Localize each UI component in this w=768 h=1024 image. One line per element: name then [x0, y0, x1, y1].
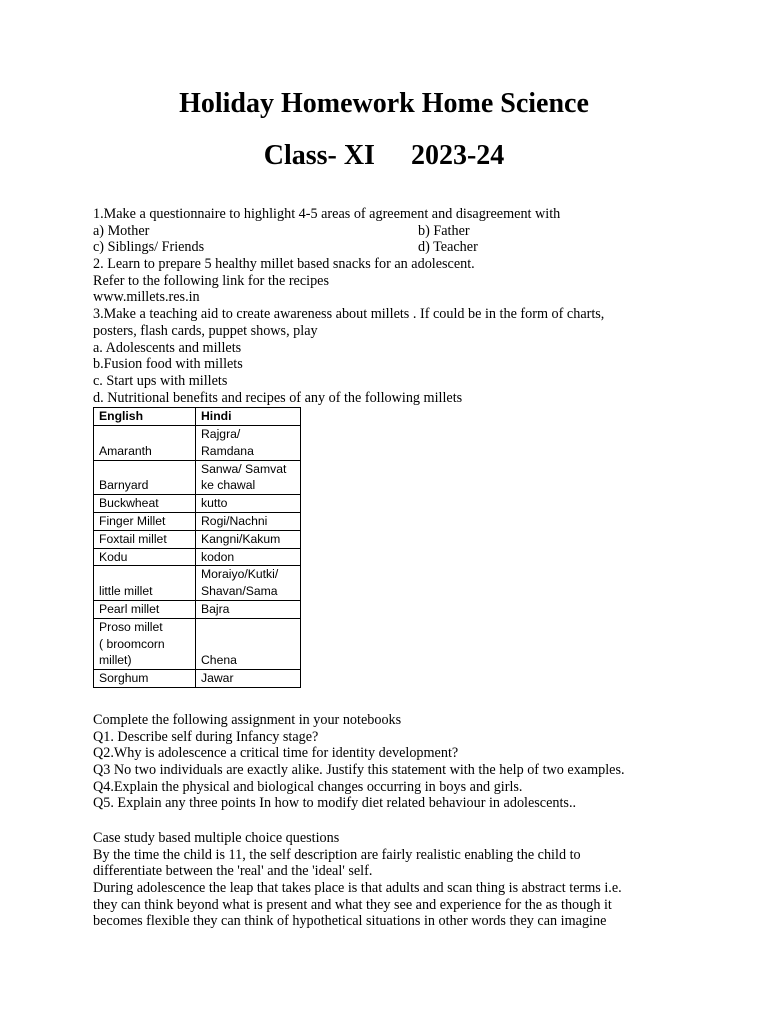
cell-hindi [196, 548, 301, 566]
cell-english [94, 670, 196, 688]
table-row [94, 530, 301, 548]
case-study-line-2: differentiate between the 'real' and the 'ideal' self. [93, 863, 373, 880]
cell-english-line: little millet [99, 584, 153, 599]
cell-english-line: millet) [99, 653, 132, 668]
assignment-q2: Q2.Why is adolescence a critical time for identity development? [93, 745, 459, 762]
cell-english-line: Pearl millet [99, 601, 160, 616]
table-row [94, 600, 301, 618]
cell-hindi [196, 530, 301, 548]
cell-hindi-line: Chena [201, 653, 237, 668]
cell-hindi-line: Shavan/Sama [201, 584, 278, 599]
cell-english [94, 495, 196, 513]
question-3-line-2: posters, flash cards, puppet shows, play [93, 322, 318, 339]
options-row-2 [93, 239, 693, 256]
case-study-line-4: they can think beyond what is present and what they see and experience for the as though it [93, 896, 612, 913]
cell-hindi-line: Jawar [201, 671, 234, 686]
option-c: c) Siblings/ Friends [93, 239, 205, 256]
cell-english-line: Finger Millet [99, 513, 166, 528]
page-title: Holiday Homework Home Science [179, 88, 589, 119]
table-body [94, 426, 301, 688]
table-row [94, 495, 301, 513]
cell-hindi-line: Rogi/Nachni [201, 513, 268, 528]
cell-english-line: ( broomcorn [99, 636, 165, 651]
case-study-line-5: becomes flexible they can think of hypothetical situations in other words they can imagine [93, 913, 607, 930]
table-row [94, 618, 301, 669]
question-2: 2. Learn to prepare 5 healthy millet based snacks for an adolescent. [93, 256, 475, 273]
cell-english-line: Kodu [99, 549, 128, 564]
cell-hindi-line: ke chawal [201, 478, 256, 493]
header-hindi: Hindi [196, 408, 301, 426]
recipes-link[interactable]: www.millets.res.in [93, 289, 200, 306]
cell-hindi [196, 618, 301, 669]
item-d: d. Nutritional benefits and recipes of any of the following millets [93, 389, 463, 406]
option-d: d) Teacher [418, 239, 478, 256]
session-label: 2023-24 [410, 140, 505, 171]
cell-hindi-line: Sanwa/ Samvat [201, 461, 287, 476]
assignment-q3: Q3 No two individuals are exactly alike. Justify this statement with the help of two examples. [93, 762, 625, 779]
cell-hindi-line: Moraiyo/Kutki/ [201, 567, 279, 582]
case-study-line-3: During adolescence the leap that takes place is that adults and scan thing is abstract terms i.e. [93, 880, 622, 897]
cell-hindi-line: kutto [201, 496, 228, 511]
table-row [94, 426, 301, 461]
question-1: 1.Make a questionnaire to highlight 4-5 areas of agreement and disagreement with [93, 206, 561, 222]
item-c: c. Start ups with millets [93, 372, 228, 389]
table-row [94, 512, 301, 530]
cell-english [94, 600, 196, 618]
assignment-section [93, 712, 693, 812]
millets-table [93, 407, 301, 688]
cell-english [94, 618, 196, 669]
table-header-row [94, 408, 301, 426]
cell-hindi [196, 495, 301, 513]
cell-english-line: Foxtail millet [99, 531, 167, 546]
item-b: b.Fusion food with millets [93, 356, 243, 373]
option-b: b) Father [418, 222, 470, 239]
cell-english [94, 512, 196, 530]
cell-english [94, 460, 196, 495]
cell-hindi-line: Bajra [201, 601, 230, 616]
assignment-q4: Q4.Explain the physical and biological changes occurring in boys and girls. [93, 778, 523, 795]
cell-english-line: Sorghum [99, 671, 149, 686]
cell-hindi-line: Ramdana [201, 443, 254, 458]
cell-hindi [196, 460, 301, 495]
cell-hindi [196, 566, 301, 601]
case-study-heading: Case study based multiple choice questions [93, 830, 340, 846]
cell-hindi-line: Rajgra/ [201, 427, 241, 441]
cell-english [94, 548, 196, 566]
cell-hindi [196, 670, 301, 688]
table-row [94, 670, 301, 688]
question-3-line-1: 3.Make a teaching aid to create awareness about millets . If could be in the form of charts, [93, 306, 605, 323]
class-label: Class- XI [263, 140, 375, 171]
case-study-section [93, 830, 693, 930]
header-english: English [94, 408, 196, 426]
table-row [94, 566, 301, 601]
cell-english-line: Buckwheat [99, 496, 159, 511]
cell-hindi [196, 512, 301, 530]
assignment-intro: Complete the following assignment in your notebooks [93, 712, 402, 728]
cell-english [94, 530, 196, 548]
option-a: a) Mother [93, 222, 150, 239]
class-session-heading [0, 140, 768, 172]
assignment-q5: Q5. Explain any three points In how to modify diet related behaviour in adolescents.. [93, 795, 577, 812]
cell-hindi-line: Kangni/Kakum [201, 531, 281, 546]
options-row-1 [93, 223, 693, 240]
table-row [94, 460, 301, 495]
cell-hindi [196, 600, 301, 618]
cell-english-line: Proso millet [99, 619, 163, 634]
item-a: a. Adolescents and millets [93, 339, 242, 356]
cell-english [94, 566, 196, 601]
assignment-q1: Q1. Describe self during Infancy stage? [93, 728, 319, 745]
cell-hindi [196, 426, 301, 461]
refer-text: Refer to the following link for the recipes [93, 272, 329, 289]
table-row [94, 548, 301, 566]
cell-english [94, 426, 196, 461]
cell-english-line: Barnyard [99, 478, 149, 493]
cell-english-line: Amaranth [99, 443, 152, 458]
homework-section-1 [93, 206, 693, 406]
cell-hindi-line: kodon [201, 549, 235, 564]
case-study-line-1: By the time the child is 11, the self description are fairly realistic enabling the child to [93, 846, 581, 863]
